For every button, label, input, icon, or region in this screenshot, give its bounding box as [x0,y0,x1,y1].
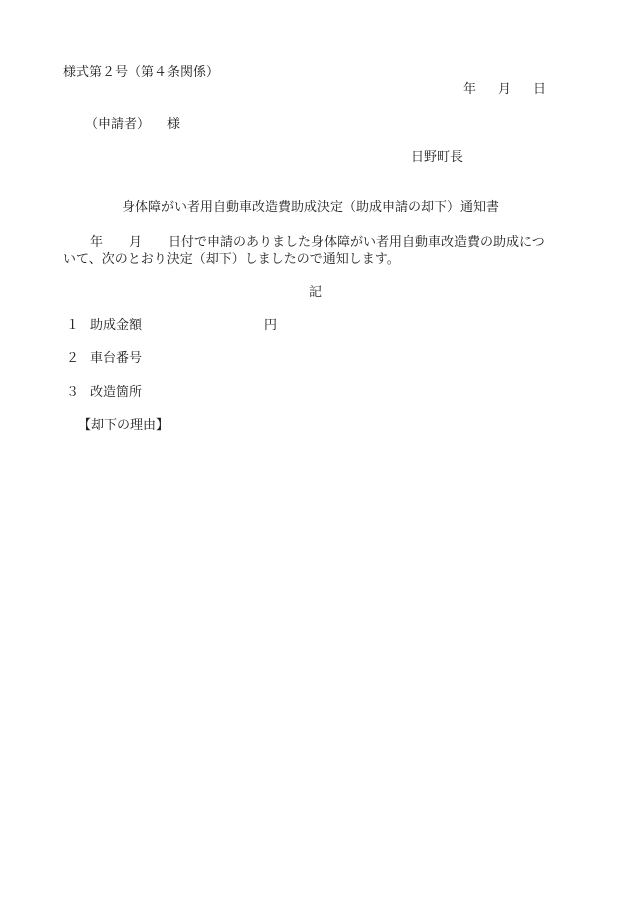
rejection-reason-heading: 【却下の理由】 [78,418,170,433]
item-chassis-number [66,352,142,365]
body-line1-text: 日付で申請のありました身体障がい者用自動車改造費の助成につ [168,235,545,250]
item-label: 助成金額 [90,318,143,333]
item-number: １ [66,318,80,333]
body-line-1 [90,236,545,249]
item-label: 車台番号 [90,351,143,366]
date-year: 年 [463,82,477,97]
item-unit: 円 [264,318,278,333]
item-modification-parts [66,386,142,399]
honorific: 様 [167,117,181,132]
applicant-label: （申請者） [85,117,151,132]
date-line [463,83,546,96]
body-month: 月 [129,235,143,250]
body-year: 年 [90,235,104,250]
issuer-name: 日野町長 [411,150,464,165]
item-number: ３ [66,385,80,400]
document-title: 身体障がい者用自動車改造費助成決定（助成申請の却下）通知書 [122,200,500,215]
ki-heading: 記 [309,285,323,300]
item-grant-amount [66,319,277,332]
body-line-2: いて、次のとおり決定（却下）しましたので通知します。 [63,252,400,267]
form-label: 様式第２号（第４条関係） [63,65,220,80]
addressee [85,118,180,131]
date-day: 日 [533,82,547,97]
date-month: 月 [498,82,512,97]
item-number: ２ [66,351,80,366]
item-label: 改造箇所 [90,385,143,400]
